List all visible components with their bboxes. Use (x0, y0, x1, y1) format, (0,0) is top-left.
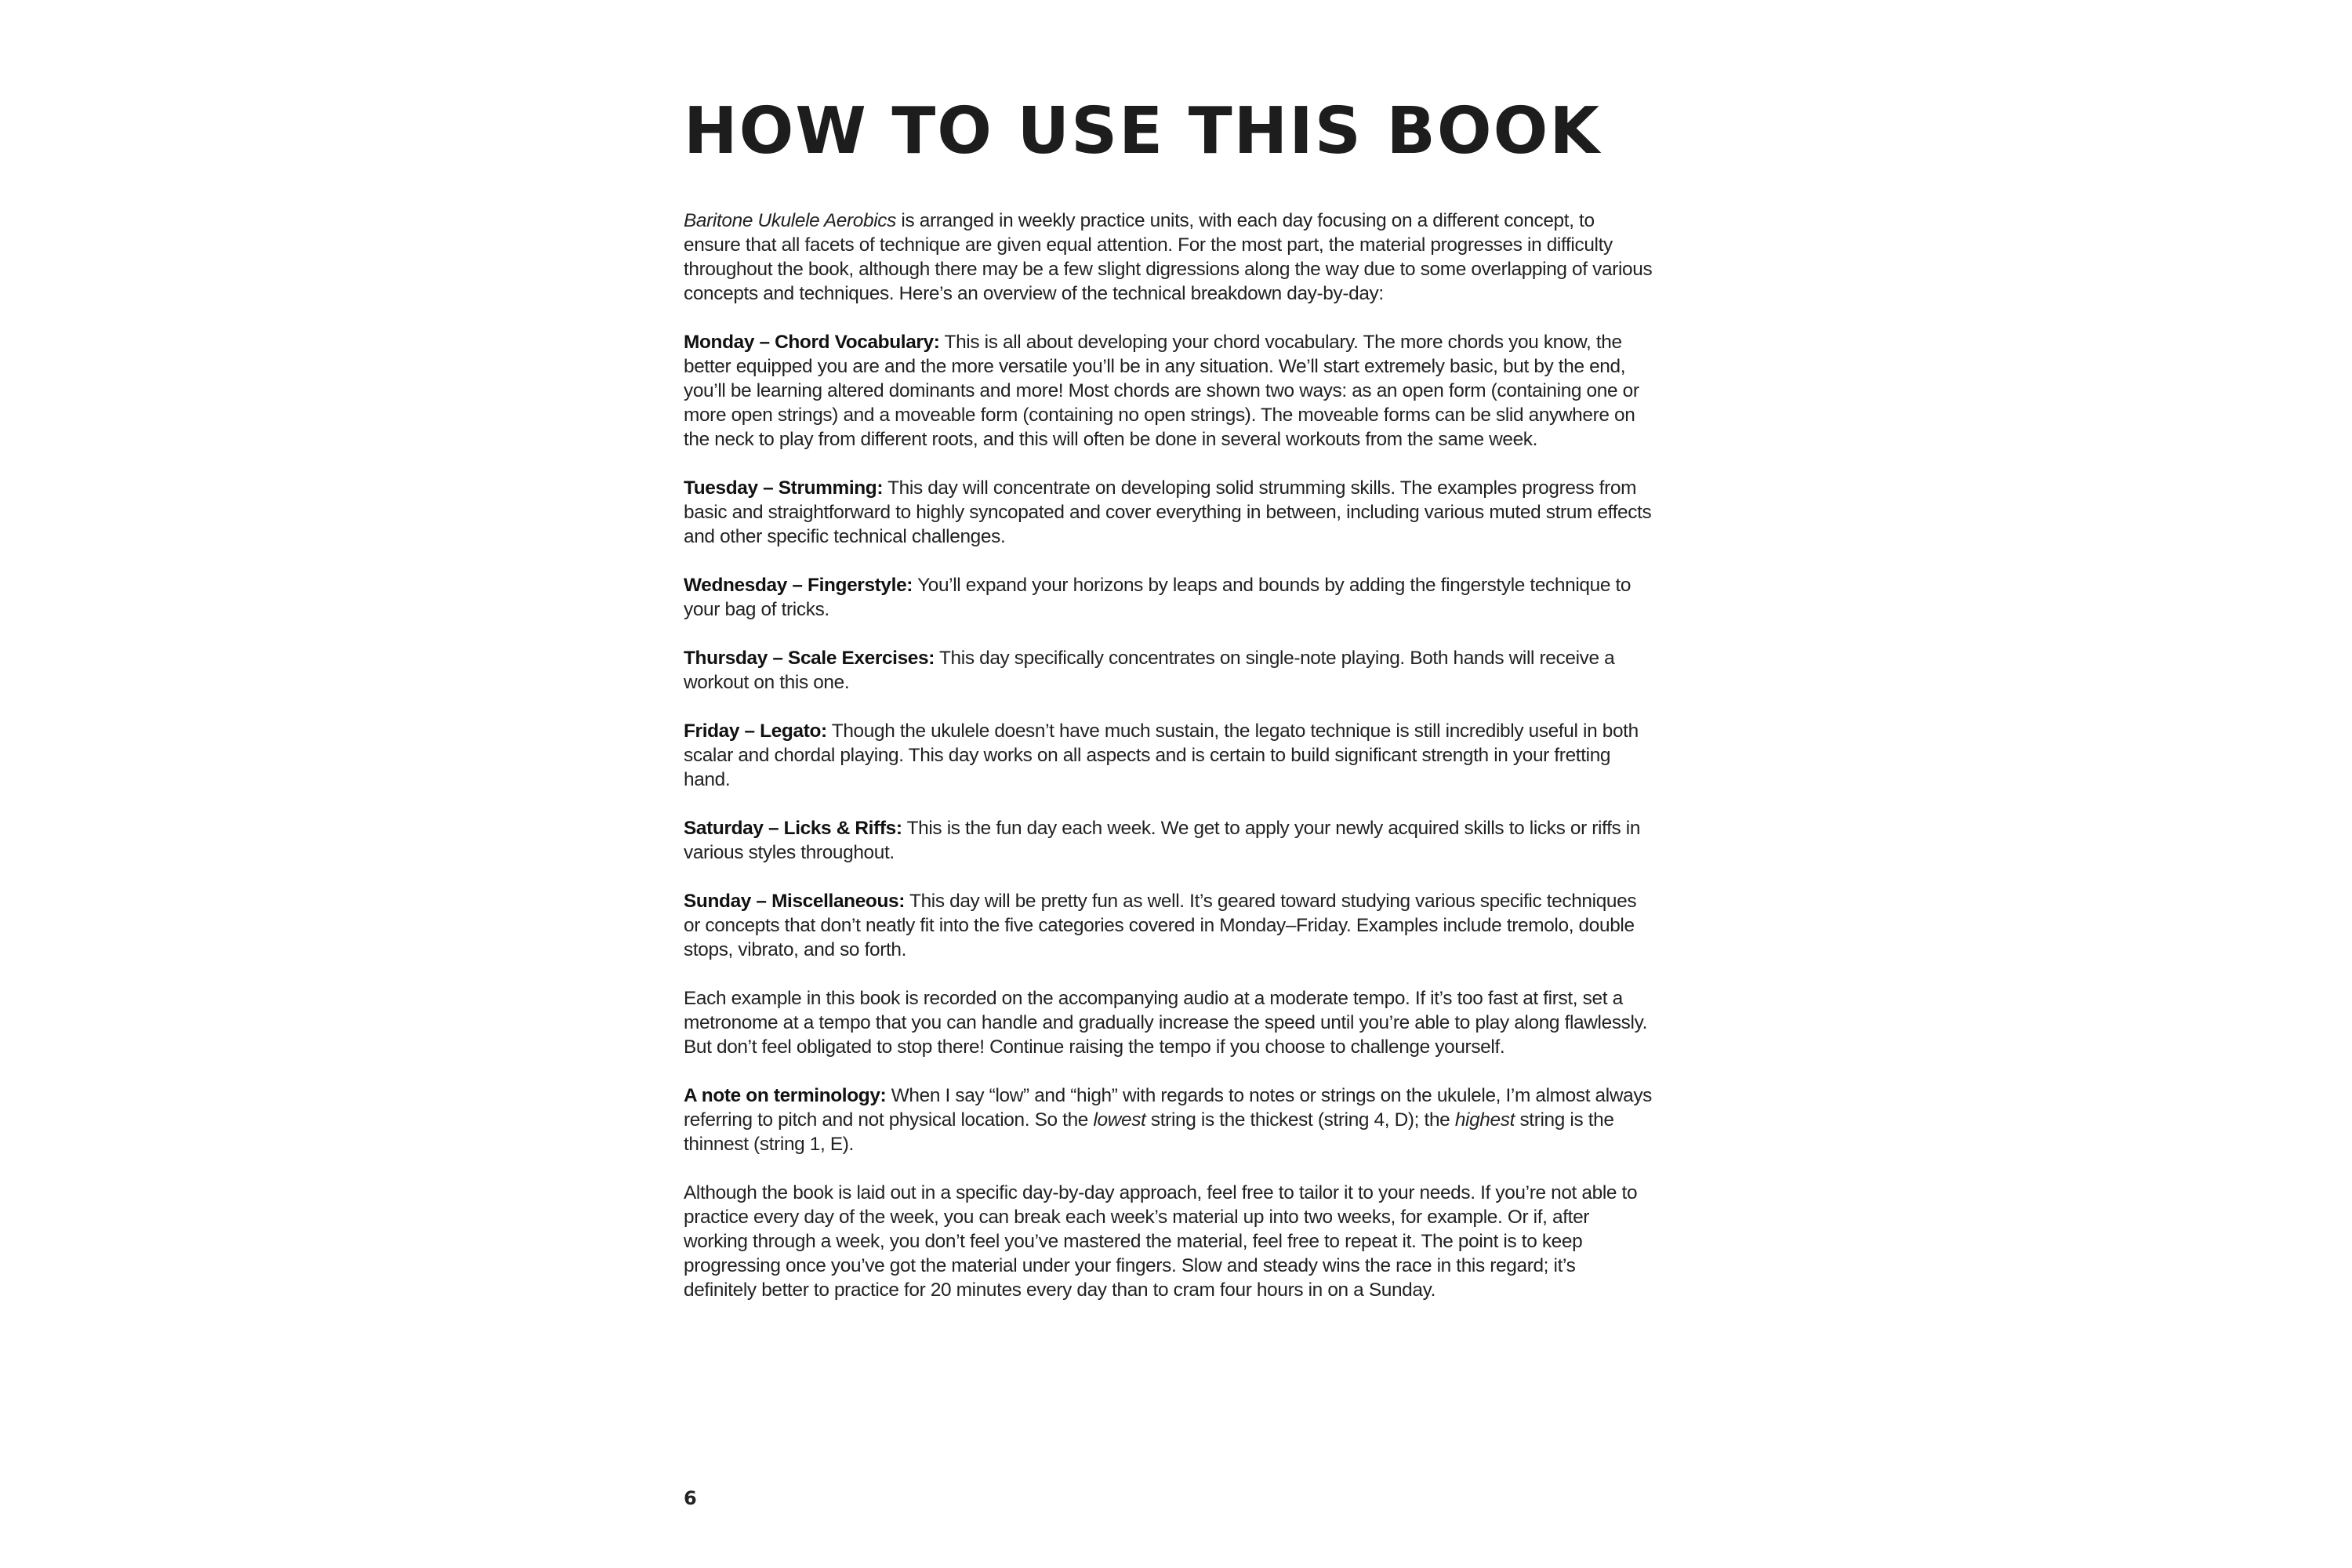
terminology-paragraph (684, 1083, 1653, 1156)
page-title: HOW TO USE THIS BOOK (684, 94, 1601, 169)
terminology-emphasis: highest (1454, 1109, 1515, 1131)
day-text: This day will concentrate on developing solid strumming skills. The examples progress from basic and straightforward to highly syncopated and cover everything in between, including various muted strum effects and other specific technical challenges. (684, 477, 1652, 547)
day-text: This day specifically concentrates on single-note playing. Both hands will receive a workout on this one. (684, 648, 1615, 693)
page-number: 6 (684, 1487, 697, 1509)
tempo-paragraph: Each example in this book is recorded on the accompanying audio at a moderate tempo. If it’s too fast at first, set a metronome at a tempo that you can handle and gradually increase the speed until you’re able to play along flawlessly. But don’t feel obligated to stop there! Continue raising the tempo if you choose to challenge yourself. (684, 988, 1648, 1058)
day-paragraph-wednesday (684, 573, 1653, 622)
intro-text: is arranged in weekly practice units, with each day focusing on a different concept, to ensure that all facets of technique are given equal attention. For the most part, the material progresses in difficulty throughout the book, although there may be a few slight digressions along the way due to some overlapping of various concepts and techniques. Here’s an overview of the technical breakdown day-by-day: (684, 210, 1653, 304)
terminology-text: string is the thickest (string 4, D); the (1145, 1109, 1455, 1131)
book-title: Baritone Ukulele Aerobics (684, 210, 896, 231)
day-label: Saturday – Licks & Riffs: (684, 818, 902, 839)
closing-paragraph: Although the book is laid out in a specific day-by-day approach, feel free to tailor it to your needs. If you’re not able to practice every day of the week, you can break each week’s material up into two weeks, for example. Or if, after working through a week, you don’t feel you’ve mastered the material, feel free to repeat it. The point is to keep progressing once you’ve got the material under your fingers. Slow and steady wins the race in this regard; it’s definitely better to practice for 20 minutes every day than to cram four hours in on a Sunday. (684, 1182, 1638, 1301)
day-label: Sunday – Miscellaneous: (684, 891, 906, 912)
day-label: Monday – Chord Vocabulary: (684, 332, 940, 353)
day-paragraph-thursday (684, 646, 1653, 695)
day-label: Tuesday – Strumming: (684, 477, 884, 499)
page-content (684, 93, 1653, 1327)
day-label: Thursday – Scale Exercises: (684, 648, 935, 669)
body-text (684, 209, 1653, 1302)
day-text: This is the fun day each week. We get to apply your newly acquired skills to licks or riffs in various styles throughout. (684, 818, 1641, 863)
terminology-emphasis: lowest (1093, 1109, 1146, 1131)
day-text: This day will be pretty fun as well. It’s geared toward studying various specific techniques or concepts that don’t neatly fit into the five categories covered in Monday–Friday. Examples include tremolo, double stops, vibrato, and so forth. (684, 891, 1637, 960)
day-text: Though the ukulele doesn’t have much sustain, the legato technique is still incredibly useful in both scalar and chordal playing. This day works on all aspects and is certain to build significant strength in your fretting hand. (684, 720, 1639, 790)
day-label: Wednesday – Fingerstyle: (684, 575, 913, 596)
day-paragraph-monday (684, 330, 1653, 452)
day-label: Friday – Legato: (684, 720, 827, 742)
day-text: This is all about developing your chord vocabulary. The more chords you know, the better equipped you are and the more versatile you’ll be in any situation. We’ll start extremely basic, but by the end, you’ll be learning altered dominants and more! Most chords are shown two ways: as an open form (containing one or more open strings) and a moveable form (containing no open strings). The moveable forms can be slid anywhere on the neck to play from different roots, and this will often be done in several workouts from the same week. (684, 332, 1639, 450)
day-paragraph-friday (684, 719, 1653, 792)
terminology-text: When I say “low” and “high” with regards to notes or strings on the ukulele, I’m almost always referring to pitch and not physical location. So the (684, 1085, 1653, 1131)
day-paragraph-saturday (684, 816, 1653, 865)
intro-paragraph (684, 209, 1653, 306)
terminology-text: string is the thinnest (string 1, E). (684, 1109, 1614, 1155)
day-paragraph-tuesday (684, 476, 1653, 549)
terminology-label: A note on terminology: (684, 1085, 887, 1106)
day-paragraph-sunday (684, 889, 1653, 962)
day-text: You’ll expand your horizons by leaps and bounds by adding the fingerstyle technique to your bag of tricks. (684, 575, 1632, 620)
